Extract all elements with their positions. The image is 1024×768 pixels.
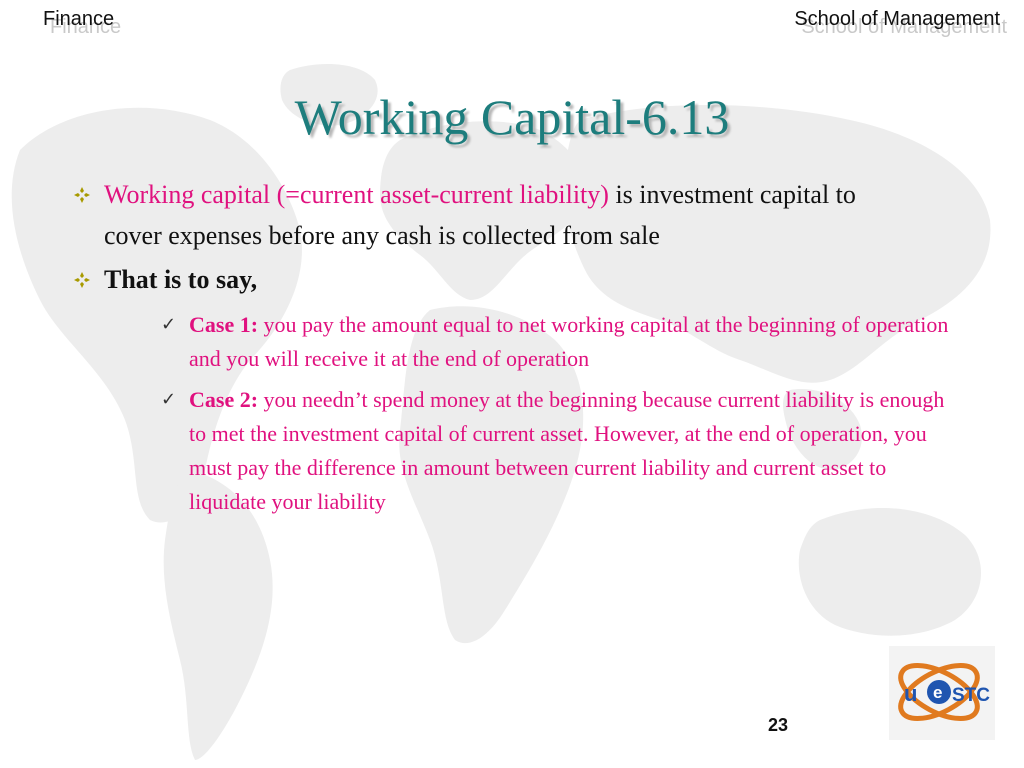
four-diamond-bullet-icon bbox=[74, 259, 94, 300]
subbullet-case-1 bbox=[161, 308, 949, 376]
four-diamond-bullet-icon bbox=[74, 174, 94, 215]
slide-content bbox=[74, 174, 949, 519]
bullet-that-is-to-say bbox=[74, 259, 894, 300]
header-school: School of Management bbox=[794, 8, 1000, 30]
bullet-highlight-text: Working capital (=current asset-current liability) bbox=[104, 180, 609, 209]
checkmark-icon: ✓ bbox=[161, 389, 177, 410]
subbullet-case-2 bbox=[161, 383, 949, 519]
case-label: Case 2: bbox=[189, 387, 259, 412]
header-finance: Finance bbox=[43, 8, 115, 30]
slide-title: Working Capital-6.13 bbox=[294, 89, 730, 145]
case-text: you needn’t spend money at the beginning because current liability is enough to met the investment capital of current asset. However, at the end of operation, you must pay the difference in amount between current liability and current asset to liquidate your liability bbox=[189, 387, 945, 514]
svg-text:u: u bbox=[904, 681, 918, 706]
case-label: Case 1: bbox=[189, 312, 259, 337]
uestc-logo bbox=[889, 646, 995, 740]
bullet-working-capital bbox=[74, 174, 894, 256]
svg-text:STC: STC bbox=[952, 685, 990, 706]
svg-text:e: e bbox=[933, 683, 943, 702]
case-text: you pay the amount equal to net working capital at the beginning of operation and you will receive it at the end of operation bbox=[189, 312, 949, 371]
checkmark-icon: ✓ bbox=[161, 314, 177, 335]
bullet-body-text: is investment capital to cover expenses before any cash is collected from sale bbox=[104, 180, 856, 250]
page-number: 23 bbox=[768, 715, 789, 735]
bullet-bold-text: That is to say, bbox=[104, 265, 258, 294]
